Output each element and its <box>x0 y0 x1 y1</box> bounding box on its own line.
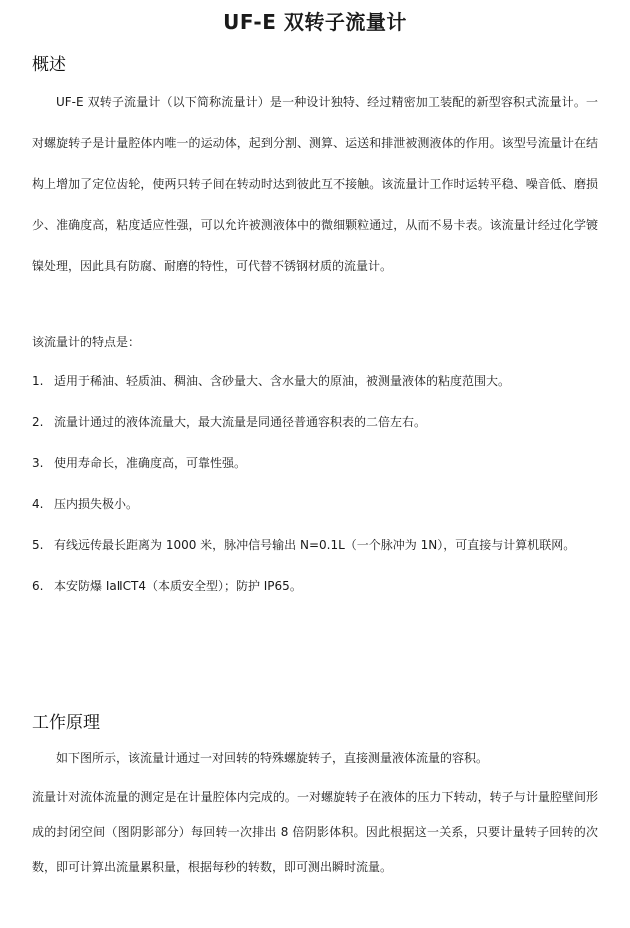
feature-number: 2. <box>32 415 44 429</box>
feature-number: 1. <box>32 374 44 388</box>
feature-number: 3. <box>32 456 44 470</box>
document-title: UF-E 双转子流量计 <box>223 10 407 34</box>
feature-number: 5. <box>32 538 44 552</box>
feature-text: 本安防爆 IaⅡCT4（本质安全型）；防护 IP65。 <box>54 579 302 593</box>
feature-text: 有线远传最长距离为 1000 米，脉冲信号输出 N=0.1L（一个脉冲为 1N），可直接与计算机联网。 <box>54 538 576 552</box>
feature-item <box>32 566 598 607</box>
feature-text: 适用于稀油、轻质油、稠油、含砂量大、含水量大的原油，被测量液体的粘度范围大。 <box>54 374 511 388</box>
feature-item <box>32 443 598 484</box>
principle-paragraph-1: 如下图所示，该流量计通过一对回转的特殊螺旋转子，直接测量液体流量的容积。 <box>56 751 489 765</box>
features-intro: 该流量计的特点是： <box>32 335 141 349</box>
feature-item <box>32 402 598 443</box>
features-list <box>32 361 598 607</box>
principle-heading: 工作原理 <box>32 713 100 733</box>
principle-paragraph-2: 流量计对流体流量的测定是在计量腔体内完成的。一对螺旋转子在液体的压力下转动，转子与计量腔壁间形成的封闭空间（图阴影部分）每回转一次排出 8 倍阴影体积。因此根据这一关系，只要计量转子回转的次数，即可计算出流量累积量，根据每秒的转数，即可测出瞬时流量。 <box>32 790 598 874</box>
feature-text: 压内损失极小。 <box>54 497 139 511</box>
feature-text: 流量计通过的液体流量大，最大流量是同通径普通容积表的二倍左右。 <box>54 415 427 429</box>
overview-heading: 概述 <box>32 55 66 75</box>
feature-item <box>32 361 598 402</box>
overview-paragraph: UF-E 双转子流量计（以下简称流量计）是一种设计独特、经过精密加工装配的新型容积式流量计。一对螺旋转子是计量腔体内唯一的运动体，起到分割、测算、运送和排泄被测液体的作用。该型号流量计在结构上增加了定位齿轮，使两只转子间在转动时达到彼此互不接触。该流量计工作时运转平稳、噪音低、磨损少、准确度高，粘度适应性强，可以允许被测液体中的微细颗粒通过，从而不易卡表。该流量计经过化学镀镍处理，因此具有防腐、耐磨的特性，可代替不锈钢材质的流量计。 <box>32 95 598 273</box>
feature-item <box>32 484 598 525</box>
feature-number: 6. <box>32 579 44 593</box>
feature-text: 使用寿命长，准确度高，可靠性强。 <box>54 456 247 470</box>
feature-number: 4. <box>32 497 44 511</box>
feature-item <box>32 525 598 566</box>
